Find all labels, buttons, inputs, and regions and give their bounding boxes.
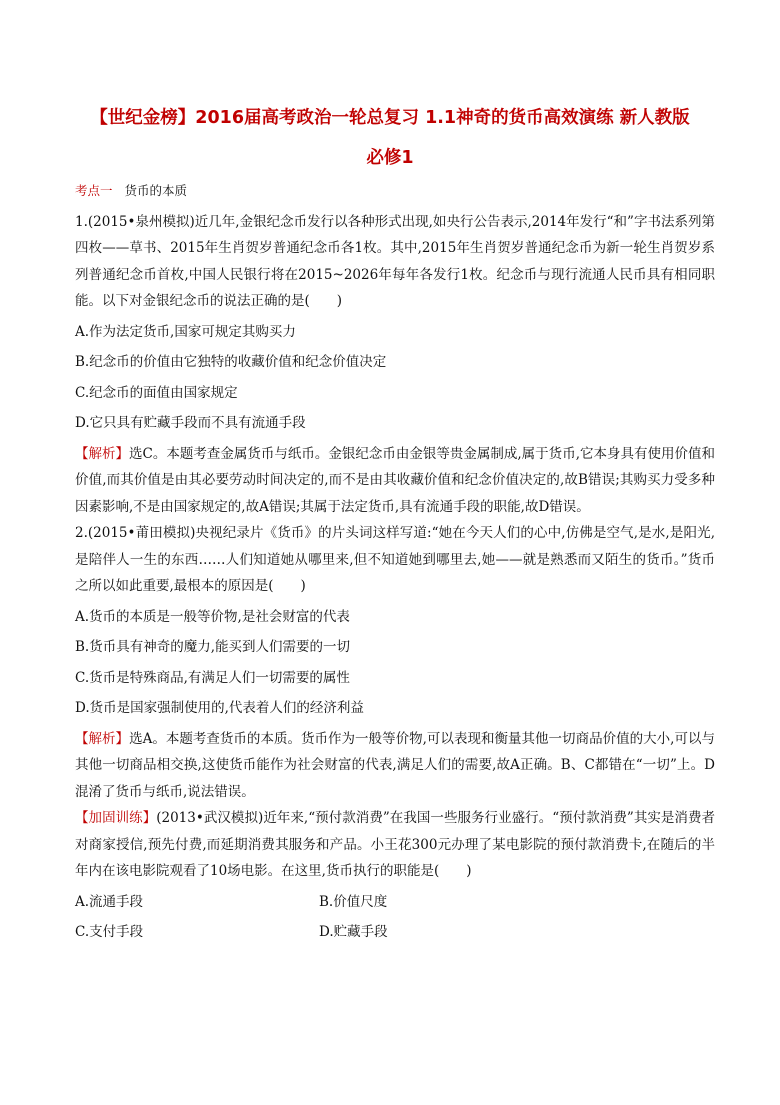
section-heading — [75, 178, 715, 205]
question-1-stem: 1.(2015•泉州模拟)近几年,金银纪念币发行以各种形式出现,如央行公告表示,2014年发行“和”字书法系列第四枚——草书、2015年生肖贺岁普通纪念币各1枚。其中,2015年生肖贺岁普通纪念币为新一轮生肖贺岁系列普通纪念币首枚,中国人民银行将在2015~2026年每年各发行1枚。纪念币与现行流通人民币具有相同职能。以下对金银纪念币的说法正确的是( ) — [75, 213, 715, 309]
reinforcement-option-c: C.支付手段 — [75, 924, 144, 940]
question-2-option-b: B.货币具有神奇的魔力,能买到人们需要的一切 — [75, 639, 351, 655]
title-line-2: 必修1 — [366, 148, 414, 168]
reinforcement-options-row-2 — [75, 919, 715, 946]
section-label: 考点一 — [75, 183, 113, 198]
reinforcement-label: 【加固训练】 — [75, 810, 157, 826]
section-title: 货币的本质 — [124, 183, 187, 198]
document-title — [60, 98, 720, 178]
question-2-option-c: C.货币是特殊商品,有满足人们一切需要的属性 — [75, 669, 350, 686]
reinforcement-option-d: D.贮藏手段 — [319, 924, 388, 940]
reinforcement-options-row-1 — [75, 889, 715, 916]
question-1-option-c: C.纪念币的面值由国家规定 — [75, 384, 238, 401]
analysis-text: 选C。本题考查金属货币与纸币。金银纪念币由金银等贵金属制成,属于货币,它本身具有使用价值和价值,而其价值是由其必要劳动时间决定的,而不是由其收藏价值和纪念价值决定的,故B错误;其购买力受多种因素影响,不是由国家规定的,故A错误;其属于法定货币,具有流通手段的职能,故D错误。 — [75, 445, 715, 515]
reinforcement-question-stem — [75, 805, 715, 885]
document-body — [75, 178, 715, 946]
analysis-text: 选A。本题考查货币的本质。货币作为一般等价物,可以表现和衡量其他一切商品价值的大小,可以与其他一切商品相交换,这使货币能作为社会财富的代表,满足人们的需要,故A正确。B、C都错在“一切”上。D混淆了货币与纸币,说法错误。 — [75, 730, 715, 800]
question-1-option-b: B.纪念币的价值由它独特的收藏价值和纪念价值决定 — [75, 354, 387, 370]
question-2-option-a: A.货币的本质是一般等价物,是社会财富的代表 — [75, 608, 350, 625]
question-1-option-a: A.作为法定货币,国家可规定其购买力 — [75, 323, 296, 340]
reinforcement-option-a: A.流通手段 — [75, 893, 144, 910]
question-2-option-d: D.货币是国家强制使用的,代表着人们的经济利益 — [75, 700, 364, 716]
question-1-option-d: D.它只具有贮藏手段而不具有流通手段 — [75, 415, 306, 431]
analysis-label: 【解析】 — [75, 730, 130, 747]
title-line-1: 【世纪金榜】2016届高考政治一轮总复习 1.1神奇的货币高效演练 新人教版 — [90, 108, 690, 128]
analysis-label: 【解析】 — [75, 445, 130, 462]
question-2-stem: 2.(2015•莆田模拟)央视纪录片《货币》的片头词这样写道:“她在今天人们的心中,仿佛是空气,是水,是阳光,是陪伴人一生的东西……人们知道她从哪里来,但不知道她到哪里去,她——就是熟悉而又陌生的货币。”货币之所以如此重要,最根本的原因是( ) — [75, 525, 715, 594]
reinforcement-option-b: B.价值尺度 — [319, 893, 388, 910]
question-1-analysis — [75, 441, 715, 521]
reinforcement-text: (2013•武汉模拟)近年来,“预付款消费”在我国一些服务行业盛行。“预付款消费”其实是消费者对商家授信,预先付费,而延期消费其服务和产品。小王花300元办理了某电影院的预付款消费卡,在随后的半年内在该电影院观看了10场电影。在这里,货币执行的职能是( ) — [75, 810, 716, 879]
question-2-analysis — [75, 726, 715, 806]
